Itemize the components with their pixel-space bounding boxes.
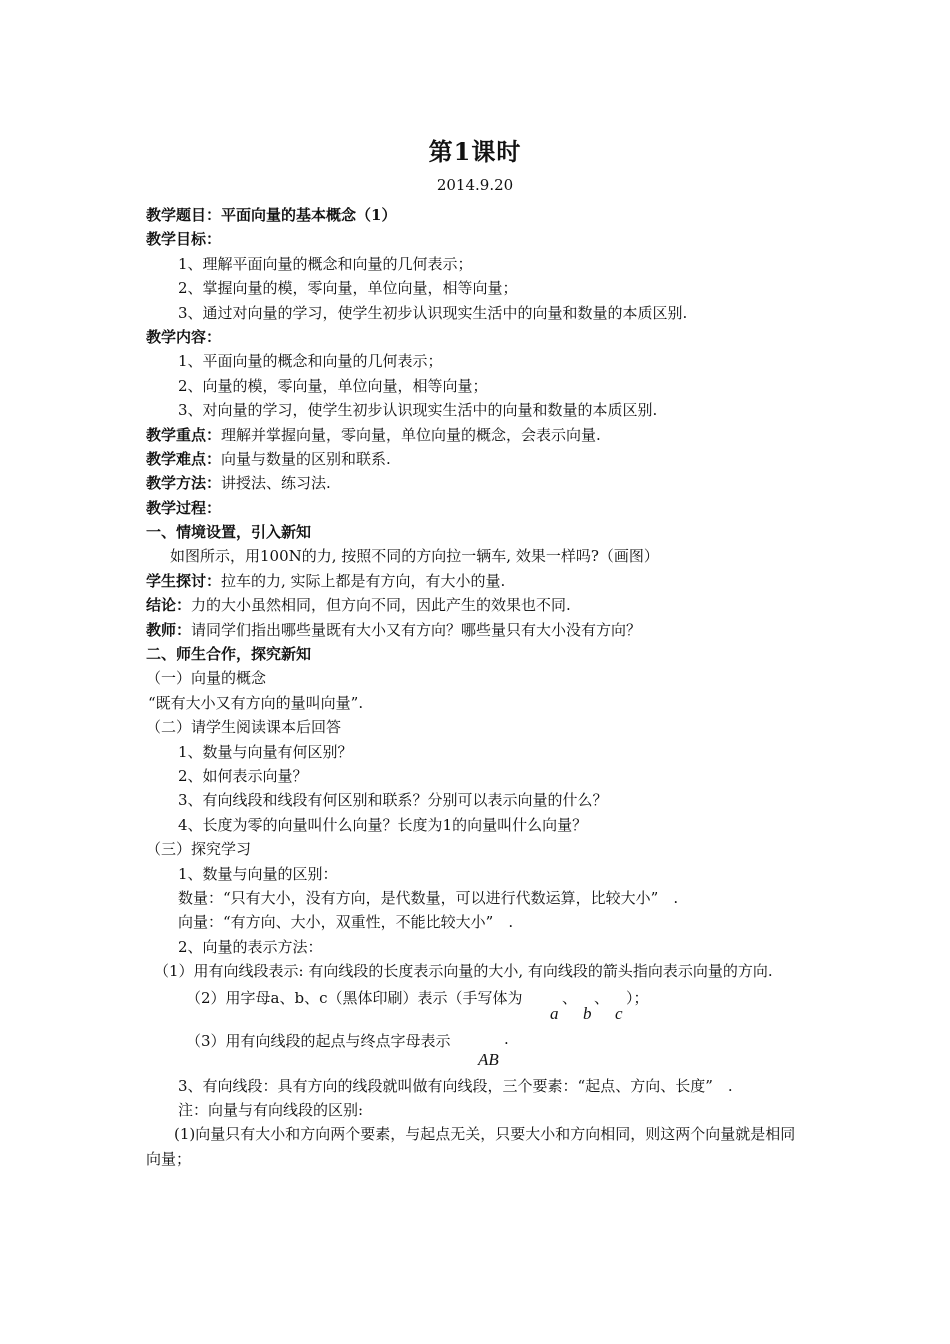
vector-definition: “既有大小又有方向的量叫向量”. — [148, 693, 364, 712]
scalar-desc: 数量：“只有大小，没有方向，是代数量，可以进行代数运算，比较大小” . — [178, 888, 679, 907]
repr-endpoints — [146, 1028, 810, 1074]
content-item: 2、向量的模，零向量，单位向量，相等向量； — [178, 376, 488, 395]
vector-a: a — [550, 1003, 559, 1023]
teacher-label: 教师： — [146, 620, 192, 639]
topic-line: 教学题目：平面向量的基本概念（1） — [146, 206, 397, 224]
question-item: 4、长度为零的向量叫什么向量？长度为1的向量叫什么向量？ — [178, 815, 588, 834]
difficulty-label: 教学难点： — [146, 449, 222, 468]
sub-heading: （二）请学生阅读课本后回答 — [146, 718, 342, 737]
goal-item: 2、掌握向量的模，零向量，单位向量，相等向量； — [178, 279, 518, 298]
difficulty-text: 向量与数量的区别和联系. — [221, 449, 391, 468]
conclusion-text: 力的大小虽然相同，但方向不同，因此产生的效果也不同. — [191, 596, 571, 615]
teacher-text: 请同学们指出哪些量既有大小又有方向？哪些量只有大小没有方向？ — [191, 620, 642, 639]
conclusion — [146, 593, 810, 617]
vector-c: c — [615, 1003, 623, 1023]
lesson-date: 2014.9.20 — [436, 176, 514, 194]
content-label: 教学内容： — [146, 327, 222, 346]
question-item: 2、如何表示向量？ — [178, 766, 308, 785]
repr-directed-segment: （1）用有向线段表示: 有向线段的长度表示向量的大小, 有向线段的箭头指向表示向量的方向. — [154, 962, 773, 981]
repr-letters-text: （2）用字母a、b、c（黑体印刷）表示（手写体为 — [186, 988, 523, 1007]
diff-title: 1、数量与向量的区别： — [178, 864, 338, 883]
question-item: 1、数量与向量有何区别？ — [178, 742, 353, 761]
difficulty — [146, 447, 810, 471]
note-title: 注：向量与有向线段的区别: — [178, 1100, 364, 1119]
vector-desc: 向量：“有方向、大小，双重性，不能比较大小” . — [178, 913, 514, 932]
section2-heading: 二、师生合作，探究新知 — [146, 645, 312, 664]
repr-endpoints-text: （3）用有向线段的起点与终点字母表示 — [186, 1031, 451, 1050]
method-text: 讲授法、练习法. — [221, 474, 331, 493]
repr-letters — [146, 984, 810, 1028]
sub-heading: （三）探究学习 — [146, 840, 252, 859]
key-text: 理解并掌握向量，零向量，单位向量的概念，会表示向量. — [221, 425, 601, 444]
section1-intro: 如图所示，用100N的力, 按照不同的方向拉一辆车, 效果一样吗?（画图） — [170, 547, 659, 566]
content-item: 3、对向量的学习，使学生初步认识现实生活中的向量和数量的本质区别. — [178, 401, 658, 420]
page-title: 第1课时 — [428, 137, 522, 166]
question-item: 3、有向线段和线段有何区别和联系？分别可以表示向量的什么？ — [178, 791, 608, 810]
directed-segment: 3、有向线段：具有方向的线段就叫做有向线段，三个要素：“起点、方向、长度” . — [178, 1076, 733, 1095]
method-label: 教学方法： — [146, 474, 222, 493]
goal-item: 3、通过对向量的学习，使学生初步认识现实生活中的向量和数量的本质区别. — [178, 303, 688, 322]
note-item: (1)向量只有大小和方向两个要素，与起点无关，只要大小和方向相同，则这两个向量就是相同向量； — [146, 1125, 796, 1168]
document-body — [146, 203, 810, 1171]
process-label: 教学过程： — [146, 498, 222, 517]
repr-title: 2、向量的表示方法： — [178, 937, 323, 956]
separator: 、 — [594, 988, 610, 1007]
goals-label: 教学目标： — [146, 230, 222, 249]
method — [146, 471, 810, 495]
student-explore — [146, 569, 810, 593]
content-item: 1、平面向量的概念和向量的几何表示； — [178, 352, 443, 371]
section1-heading: 一、情境设置，引入新知 — [146, 523, 312, 542]
sub-heading: （一）向量的概念 — [146, 669, 267, 688]
closing-text: ）； — [626, 988, 649, 1007]
key-label: 教学重点： — [146, 425, 222, 444]
separator: 、 — [562, 988, 578, 1007]
goal-item: 1、理解平面向量的概念和向量的几何表示； — [178, 254, 473, 273]
teacher — [146, 618, 810, 642]
conclusion-label: 结论： — [146, 596, 192, 615]
key-points — [146, 423, 810, 447]
vector-b: b — [583, 1003, 592, 1023]
vector-ab: AB — [478, 1049, 499, 1069]
period: . — [504, 1029, 509, 1048]
explore-text: 拉车的力, 实际上都是有方向，有大小的量. — [221, 571, 506, 590]
explore-label: 学生探讨： — [146, 571, 222, 590]
